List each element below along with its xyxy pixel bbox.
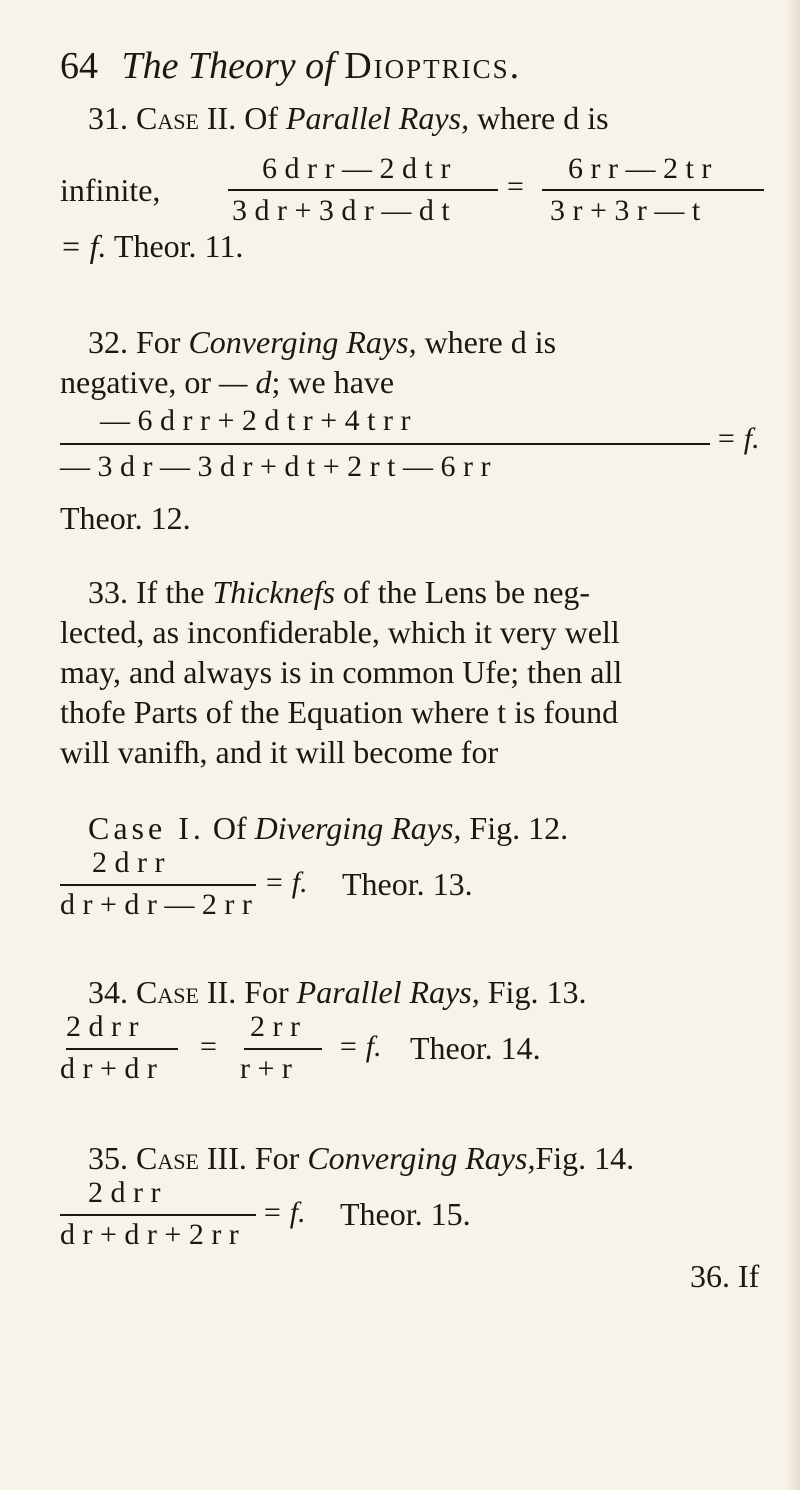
s34-fraction-bar-1: [66, 1048, 178, 1050]
s31-infinite: infinite,: [60, 172, 161, 208]
page-edge: [786, 0, 800, 1490]
s34-equals: =: [200, 1030, 217, 1063]
s35-rays: Converging Rays,: [307, 1140, 536, 1176]
s31-tail: where d is: [469, 100, 609, 136]
s34-denominator-1: d r + d r: [60, 1052, 157, 1085]
s31-fraction-bar-1: [228, 189, 498, 191]
s34-numerator-2: 2 r r: [250, 1010, 300, 1043]
s34-denominator-2: r + r: [240, 1052, 292, 1085]
s31-numerator-2: 6 r r — 2 t r: [568, 152, 712, 185]
s33-line-5: will vanifh, and it will become for: [60, 734, 499, 770]
catchword: 36. If: [690, 1258, 760, 1294]
header-title-italic: The Theory of: [121, 45, 335, 87]
s32-minus-d: — d: [219, 364, 272, 400]
header-title-caps: Dioptrics.: [344, 45, 522, 87]
caseI-theorem: Theor. 13.: [342, 866, 473, 902]
s33-line-4: thofe Parts of the Equation where t is found: [60, 694, 619, 730]
s31-of: Of: [236, 100, 286, 136]
caseI-fig: Fig. 12.: [461, 810, 569, 846]
caseI-case: Case I.: [88, 810, 205, 846]
s35-theorem: Theor. 15.: [340, 1196, 471, 1232]
s32-theorem: Theor. 12.: [60, 500, 191, 536]
s34-fraction-1: [60, 1010, 184, 1090]
s31-fraction-2: [542, 152, 764, 232]
s31-rays: Parallel Rays,: [285, 100, 470, 136]
s34-for: For: [236, 974, 297, 1010]
s33-line1-tail: of the Lens be neg-: [335, 574, 591, 610]
s32-heading: [88, 324, 556, 360]
s32-tail: where d is: [416, 324, 557, 360]
s31-denominator-1: 3 d r + 3 d r — d t: [232, 194, 450, 227]
s31-equals: =: [507, 170, 524, 203]
s34-theorem: Theor. 14.: [410, 1030, 541, 1066]
s35-fig: Fig. 14.: [535, 1140, 635, 1176]
s34-case: Case II.: [136, 974, 237, 1010]
s35-for: For: [246, 1140, 308, 1176]
s34-rays: Parallel Rays,: [296, 974, 480, 1010]
s35-fraction-bar: [60, 1214, 256, 1216]
s34-numerator-1: 2 d r r: [66, 1010, 139, 1043]
s35-equals-f: = f.: [262, 1196, 306, 1229]
s34-heading: [88, 974, 586, 1010]
s33-thickness: Thicknefs: [212, 574, 336, 610]
caseI-denominator: d r + d r — 2 r r: [60, 888, 252, 921]
caseI-fraction: [60, 846, 256, 926]
s34-fraction-bar-2: [244, 1048, 322, 1050]
s31-theorem: Theor. 11.: [106, 228, 244, 264]
s34-fig: Fig. 13.: [479, 974, 587, 1010]
caseI-numerator: 2 d r r: [92, 846, 165, 879]
s34-number: 34.: [88, 974, 136, 1010]
s31-numerator-1: 6 d r r — 2 d t r: [262, 152, 451, 185]
page-number: 64: [60, 45, 98, 87]
s34-equals-f: = f.: [338, 1030, 382, 1063]
s33-line-2: lected, as inconfiderable, which it very well: [60, 614, 620, 650]
s32-fraction-bar: [60, 443, 710, 445]
s35-denominator: d r + d r + 2 r r: [60, 1218, 239, 1251]
s35-number: 35.: [88, 1140, 136, 1176]
s32-equals-f: = f.: [716, 422, 760, 455]
running-header: [60, 44, 521, 88]
s35-numerator: 2 d r r: [88, 1176, 161, 1209]
s31-denominator-2: 3 r + 3 r — t: [550, 194, 701, 227]
s35-case: Case III.: [136, 1140, 247, 1176]
s32-numerator: — 6 d r r + 2 d t r + 4 t r r: [100, 404, 411, 437]
caseI-of: Of: [204, 810, 255, 846]
s31-equals-f: = f.: [60, 228, 107, 264]
caseI-equals-f: = f.: [264, 866, 308, 899]
caseI-rays: Diverging Rays,: [254, 810, 462, 846]
s33-line-3: may, and always is in common Ufe; then all: [60, 654, 623, 690]
s32-denominator: — 3 d r — 3 d r + d t + 2 r t — 6 r r: [60, 450, 491, 483]
s35-fraction: [60, 1176, 256, 1256]
s35-heading: [88, 1140, 634, 1176]
caseI-fraction-bar: [60, 884, 256, 886]
s32-rays: Converging Rays,: [188, 324, 417, 360]
s31-result: [60, 228, 243, 264]
s32-line2: [60, 364, 394, 400]
s31-fraction-1: [228, 152, 498, 232]
s34-fraction-2: [240, 1010, 330, 1090]
s33-line-1: [88, 574, 590, 610]
s32-negative: negative, or: [60, 364, 220, 400]
s31-fraction-bar-2: [542, 189, 764, 191]
s31-case: Case II.: [136, 100, 237, 136]
s32-fraction: [60, 404, 710, 486]
s31-number: 31.: [88, 100, 136, 136]
s32-we-have: ; we have: [271, 364, 395, 400]
s33-if-the: 33. If the: [88, 574, 213, 610]
s32-lead: 32. For: [88, 324, 189, 360]
caseI-heading: [88, 810, 568, 846]
s31-heading: [88, 100, 609, 136]
